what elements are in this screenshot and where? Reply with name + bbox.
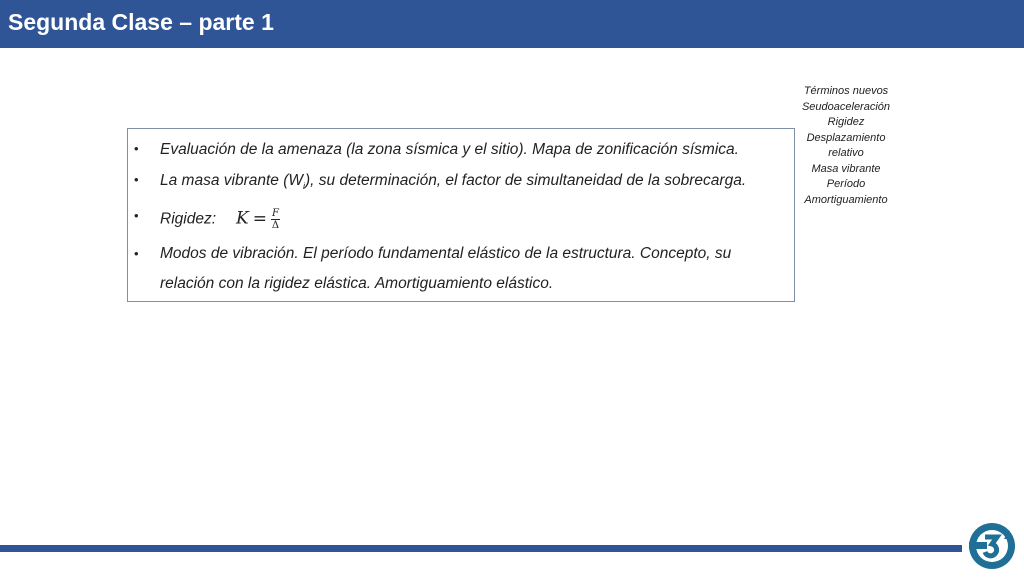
bullet-text: [160, 239, 731, 299]
bullet-icon: •: [134, 208, 139, 223]
bottom-bar: [0, 545, 962, 552]
content-box: [127, 128, 795, 302]
bullet-text: Evaluación de la amenaza (la zona sísmica y el sitio). Mapa de zonificación sísmica.: [160, 141, 739, 158]
term-item: Período: [826, 178, 866, 190]
formula-equals: =: [252, 208, 267, 229]
formula-numerator: F: [271, 208, 279, 219]
term-item: Seudoaceleración: [801, 100, 891, 113]
new-terms-list: [790, 84, 902, 208]
page-title: Segunda Clase – parte 1: [8, 9, 274, 35]
bullet-line-1: Modos de vibración. El período fundamental elástico de la estructura. Concepto, su: [160, 245, 732, 262]
rigidez-label: Rigidez:: [160, 210, 216, 228]
term-item: Amortiguamiento: [804, 193, 888, 206]
term-item: Rigidez: [827, 116, 865, 128]
bullet-icon: •: [134, 246, 139, 261]
bullet-text-part: ), su determinación, el factor de simultaneidad de la sobrecarga.: [305, 172, 747, 189]
bullet-text: [160, 208, 280, 231]
term-item: relativo: [828, 147, 864, 159]
bullet-icon: •: [134, 172, 139, 187]
bullet-text: [160, 172, 746, 191]
stiffness-formula: [236, 208, 280, 231]
term-item: Masa vibrante: [811, 162, 881, 175]
formula-fraction: [271, 208, 280, 231]
formula-denominator: Δ: [271, 220, 280, 231]
term-item: Desplazamiento: [806, 131, 886, 144]
subscript: i: [303, 181, 305, 192]
bullet-line-2: relación con la rigidez elástica. Amortiguamiento elástico.: [160, 275, 554, 292]
new-terms-heading: Términos nuevos: [803, 85, 889, 97]
formula-lhs: K: [236, 208, 249, 229]
bullet-icon: •: [134, 141, 139, 156]
bullet-text-part: La masa vibrante (W: [160, 172, 303, 189]
brand-logo-icon: [967, 520, 1017, 572]
title-bar: [0, 0, 1024, 48]
